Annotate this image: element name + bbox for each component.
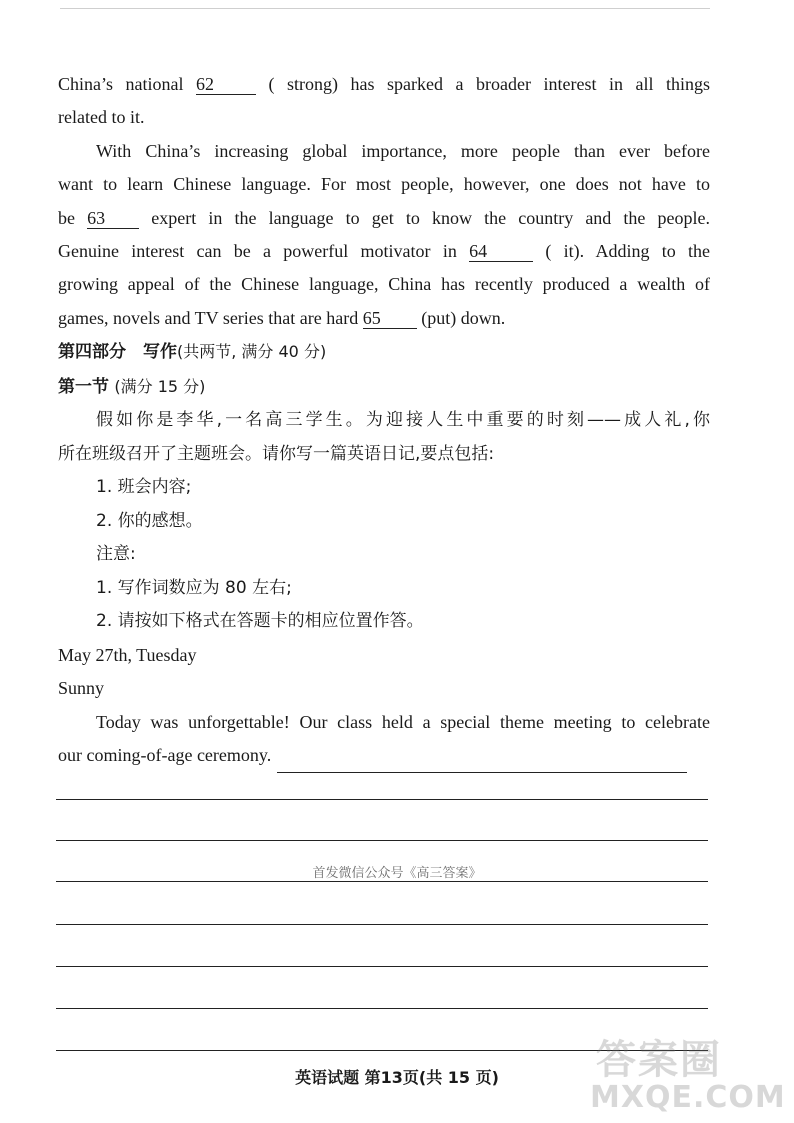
- section-title: 第一节: [58, 376, 109, 397]
- point-1: 1. 班会内容;: [96, 477, 192, 498]
- text: China’s national: [58, 74, 184, 94]
- answer-line: [56, 966, 708, 967]
- prompt-line-1: 假如你是李华,一名高三学生。为迎接人生中重要的时刻——成人礼,你: [96, 410, 710, 431]
- passage-p2-line-2: want to learn Chinese language. For most people, however, one does not have to: [58, 174, 710, 195]
- top-rule: [60, 8, 710, 9]
- blank-62: 62: [196, 74, 256, 95]
- passage-p2-line-4: [58, 235, 710, 268]
- answer-line: [56, 924, 708, 925]
- logo-line-1: 答案圈: [596, 1037, 722, 1083]
- part-four-heading: [58, 335, 710, 370]
- text: Genuine interest can be a powerful motivator in: [58, 241, 457, 262]
- text: games, novels and TV series that are hard: [58, 307, 359, 328]
- passage-p2-line-3: [58, 202, 710, 235]
- text: ( it). Adding to the: [545, 241, 710, 262]
- notice-2: 2. 请按如下格式在答题卡的相应位置作答。: [96, 611, 424, 632]
- passage-p2-line-1: With China’s increasing global importance, more people than ever before: [96, 140, 710, 161]
- diary-start-line-1: Today was unforgettable! Our class held a special theme meeting to celebrate: [96, 711, 710, 732]
- point-2: 2. 你的感想。: [96, 510, 203, 531]
- exam-page: [58, 68, 710, 773]
- part-title: 第四部分 写作: [58, 342, 177, 363]
- passage-p2-line-5: growing appeal of the Chinese language, China has recently produced a wealth of: [58, 274, 710, 295]
- prompt-line-2: 所在班级召开了主题班会。请你写一篇英语日记,要点包括:: [58, 443, 495, 464]
- answer-line: [56, 881, 708, 882]
- section-note: (满分 15 分): [114, 376, 206, 396]
- text: (put) down.: [421, 307, 506, 328]
- diary-start-line-2: [58, 739, 710, 772]
- watermark: 首发微信公众号《高三答案》: [312, 866, 482, 881]
- section-one-heading: [58, 370, 710, 405]
- answer-line: [56, 799, 708, 800]
- passage-line-1: [58, 68, 710, 101]
- passage-line-2: related to it.: [58, 107, 145, 128]
- page-footer: 英语试题 第13页(共 15 页): [295, 1068, 499, 1087]
- answer-line: [56, 840, 708, 841]
- notice-1: 1. 写作词数应为 80 左右;: [96, 577, 292, 598]
- blank-64: 64: [469, 241, 533, 262]
- text: expert in the language to get to know the country and the people.: [151, 207, 711, 228]
- notice-label: 注意:: [96, 544, 136, 565]
- diary-weather: Sunny: [58, 678, 105, 699]
- blank-63: 63: [87, 208, 139, 229]
- answer-line: [277, 752, 687, 773]
- text: be: [58, 207, 75, 228]
- passage-p2-line-6: [58, 302, 710, 335]
- blank-65: 65: [363, 308, 417, 329]
- text: our coming-of-age ceremony.: [58, 745, 272, 766]
- answer-line: [56, 1008, 708, 1009]
- text: ( strong) has sparked a broader interest in all things: [268, 74, 711, 94]
- logo-line-2: MXQE.COM: [590, 1080, 786, 1115]
- part-note: (共两节, 满分 40 分): [177, 342, 327, 362]
- diary-date: May 27th, Tuesday: [58, 644, 197, 665]
